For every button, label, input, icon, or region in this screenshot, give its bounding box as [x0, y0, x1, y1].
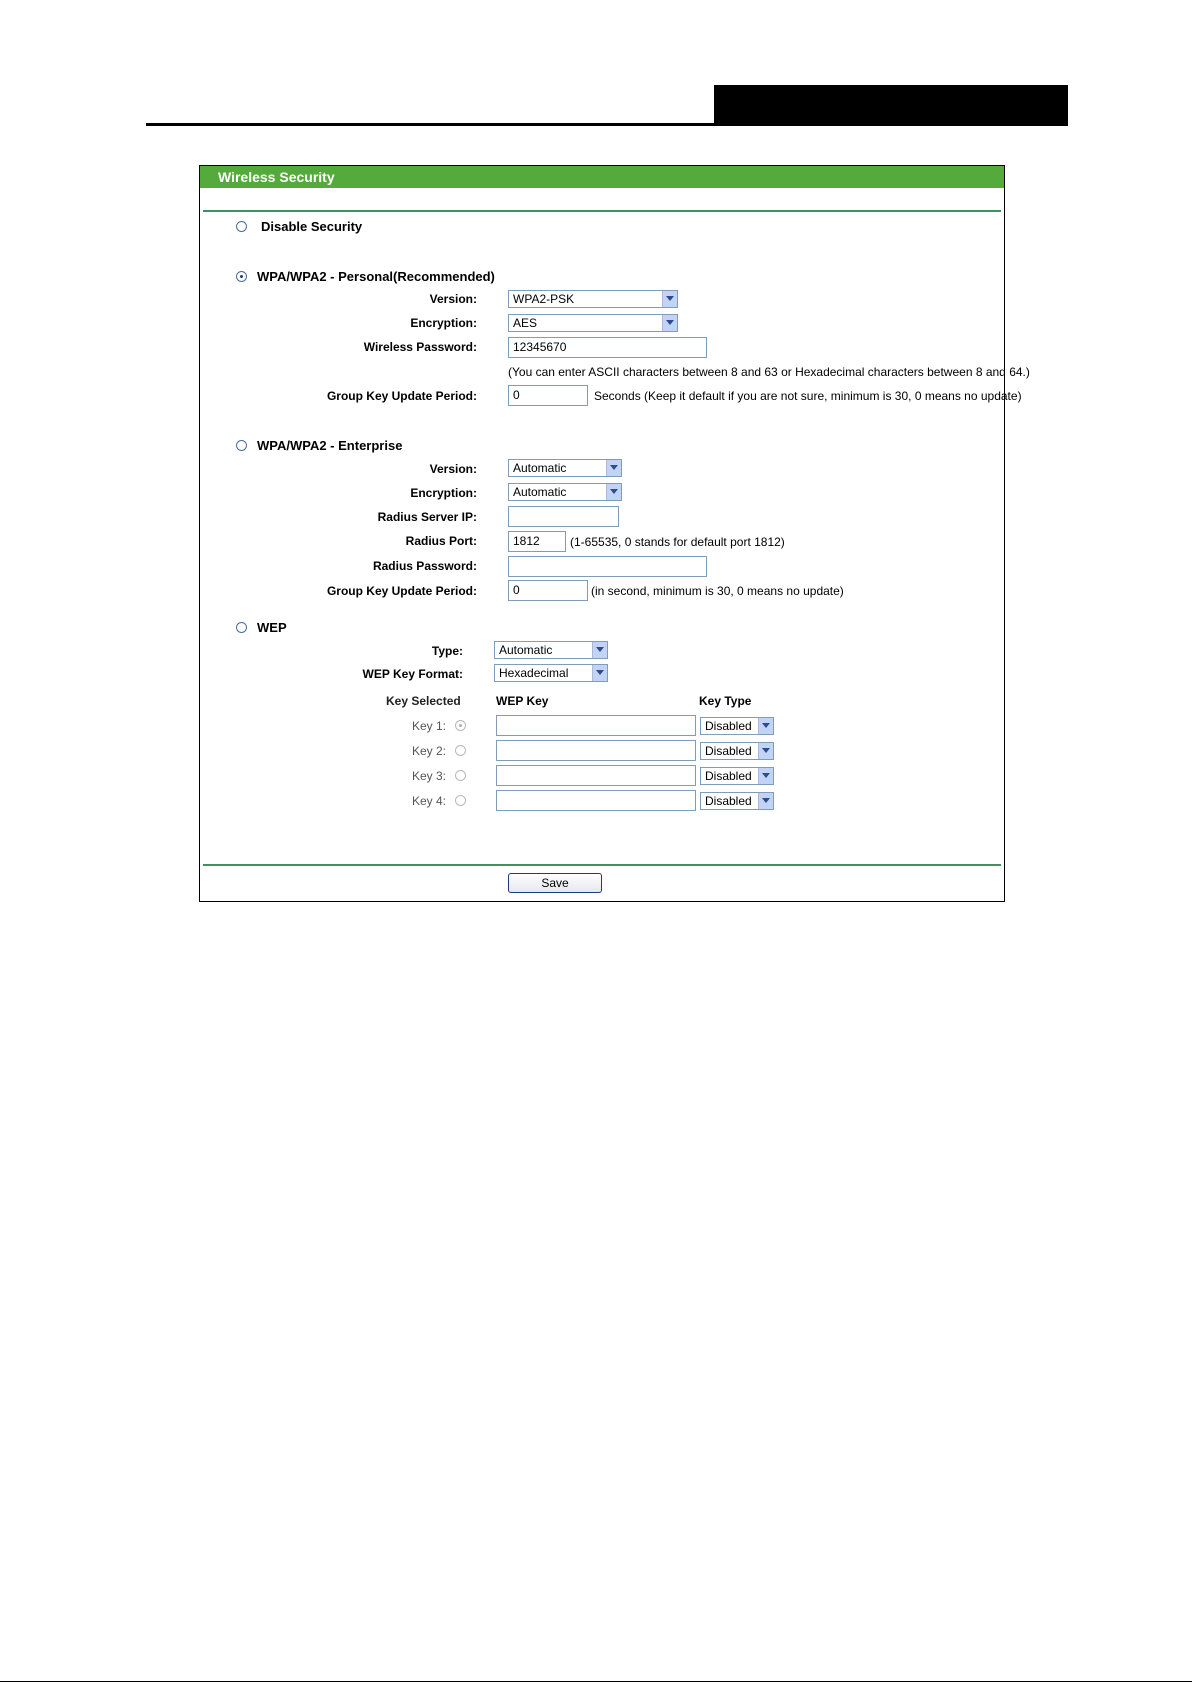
enterprise-encryption-label: Encryption: [410, 486, 477, 500]
wep-key-format-label: WEP Key Format: [362, 667, 463, 681]
enterprise-version-label: Version: [429, 462, 477, 476]
radius-server-ip-label: Radius Server IP: [377, 510, 477, 524]
key-4-type-select[interactable]: Disabled [700, 792, 774, 810]
key-2-radio[interactable] [455, 745, 466, 756]
key-2-type-select[interactable]: Disabled [700, 742, 774, 760]
wpa-personal-label: WPA/WPA2 - Personal(Recommended) [257, 269, 495, 284]
wireless-password-label: Wireless Password: [363, 340, 477, 354]
bottom-divider [203, 864, 1001, 866]
key-2-input[interactable] [496, 740, 696, 761]
radius-password-label: Radius Password: [372, 559, 477, 573]
key-1-type-select[interactable]: Disabled [700, 717, 774, 735]
wpa-enterprise-radio[interactable] [236, 440, 247, 451]
chevron-down-icon [758, 718, 773, 734]
key-1-label: Key 1: [411, 719, 446, 733]
key-2-label: Key 2: [411, 744, 446, 758]
radius-port-label: Radius Port: [405, 534, 477, 548]
key-selected-header: Key Selected [386, 694, 461, 708]
enterprise-group-key-label: Group Key Update Period: [326, 584, 477, 598]
enterprise-version-select[interactable]: Automatic [508, 459, 622, 477]
wpa-enterprise-label: WPA/WPA2 - Enterprise [257, 438, 403, 453]
personal-group-key-label: Group Key Update Period: [326, 389, 477, 403]
top-divider [203, 210, 1001, 212]
wep-type-label: Type: [431, 644, 463, 658]
radius-port-input[interactable]: 1812 [508, 531, 566, 552]
key-4-radio[interactable] [455, 795, 466, 806]
key-3-type-select[interactable]: Disabled [700, 767, 774, 785]
chevron-down-icon [758, 768, 773, 784]
key-4-label: Key 4: [411, 794, 446, 808]
key-1-radio[interactable] [455, 720, 466, 731]
key-3-label: Key 3: [411, 769, 446, 783]
chevron-down-icon [662, 291, 677, 307]
personal-group-key-note: Seconds (Keep it default if you are not sure, minimum is 30, 0 means no update) [594, 389, 1022, 403]
wep-label: WEP [257, 620, 287, 635]
wireless-password-note: (You can enter ASCII characters between 8 and 63 or Hexadecimal characters between 8 and 64.) [508, 365, 1030, 379]
key-3-input[interactable] [496, 765, 696, 786]
personal-version-label: Version: [429, 292, 477, 306]
radius-server-ip-input[interactable] [508, 506, 619, 527]
key-3-radio[interactable] [455, 770, 466, 781]
wpa-personal-radio[interactable] [236, 271, 247, 282]
radius-port-note: (1-65535, 0 stands for default port 1812) [570, 535, 785, 549]
page-bottom-rule [0, 1681, 1192, 1682]
wireless-password-input[interactable]: 12345670 [508, 337, 707, 358]
enterprise-encryption-select[interactable]: Automatic [508, 483, 622, 501]
chevron-down-icon [606, 460, 621, 476]
disable-security-radio[interactable] [236, 221, 247, 232]
enterprise-group-key-note: (in second, minimum is 30, 0 means no update) [591, 584, 844, 598]
personal-encryption-label: Encryption: [410, 316, 477, 330]
key-4-input[interactable] [496, 790, 696, 811]
wep-type-select[interactable]: Automatic [494, 641, 608, 659]
key-type-header: Key Type [699, 694, 752, 708]
header-black-tab [714, 85, 1068, 125]
chevron-down-icon [606, 484, 621, 500]
personal-encryption-select[interactable]: AES [508, 314, 678, 332]
radius-password-input[interactable] [508, 556, 707, 577]
enterprise-group-key-input[interactable]: 0 [508, 580, 588, 601]
disable-security-label: Disable Security [261, 219, 363, 234]
key-1-input[interactable] [496, 715, 696, 736]
panel-title: Wireless Security [200, 166, 1004, 188]
wep-key-format-select[interactable]: Hexadecimal [494, 664, 608, 682]
chevron-down-icon [758, 743, 773, 759]
header-rule [146, 123, 1068, 126]
chevron-down-icon [662, 315, 677, 331]
chevron-down-icon [592, 642, 607, 658]
save-button[interactable]: Save [508, 873, 602, 893]
chevron-down-icon [758, 793, 773, 809]
wep-radio[interactable] [236, 622, 247, 633]
personal-group-key-input[interactable]: 0 [508, 385, 588, 406]
personal-version-select[interactable]: WPA2-PSK [508, 290, 678, 308]
chevron-down-icon [592, 665, 607, 681]
wep-key-header: WEP Key [496, 694, 549, 708]
